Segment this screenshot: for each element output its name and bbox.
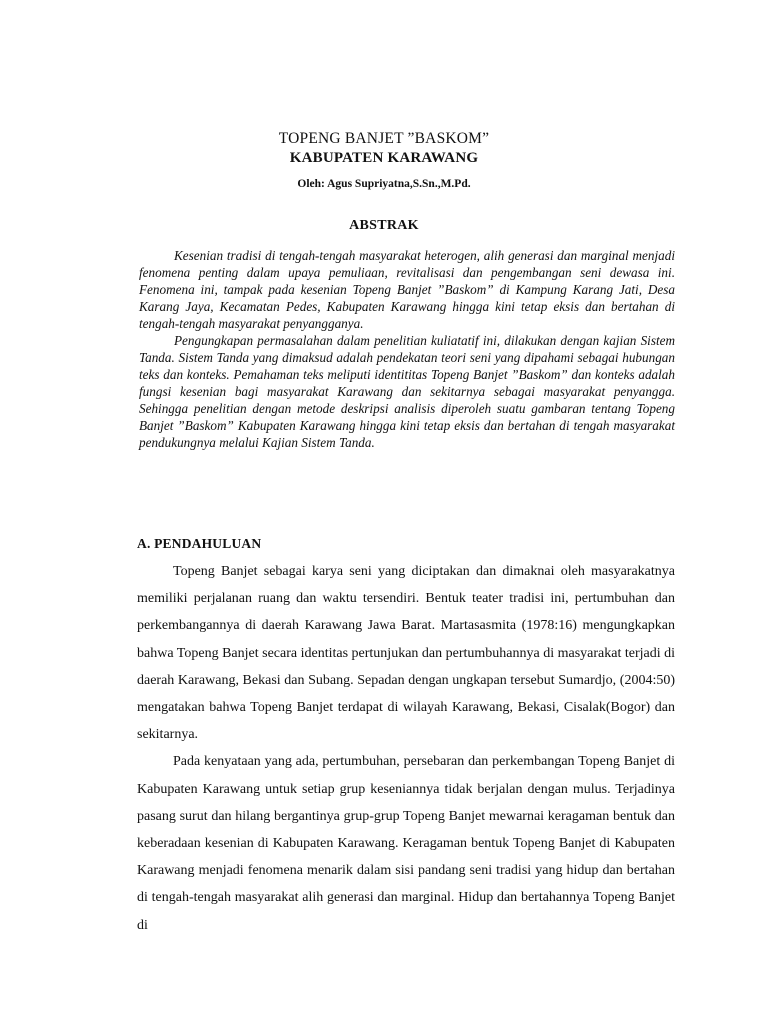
section-heading: A. PENDAHULUAN xyxy=(137,536,262,551)
body-paragraph: Pada kenyataan yang ada, pertumbuhan, persebaran dan perkembangan Topeng Banjet di Kabupaten Karawang untuk setiap grup keseniannya tidak berjalan dengan mulus. Terjadinya pasang surut dan hilang bergantinya grup-grup Topeng Banjet mewarnai keragaman bentuk dan keberadaan kesenian di Kabupaten Karawang. Keragaman bentuk Topeng Banjet di Kabupaten Karawang menjadi fenomena menarik dalam sisi pandang seni tradisi yang hidup dan bertahan di tengah-tengah masyarakat alih generasi dan marginal. Hidup dan bertahannya Topeng Banjet di xyxy=(137,754,675,933)
author-line: Oleh: Agus Supriyatna,S.Sn.,M.Pd. xyxy=(297,178,471,190)
abstract-heading: ABSTRAK xyxy=(349,218,419,233)
abstract-paragraph: Pengungkapan permasalahan dalam penelitian kuliatatif ini, dilakukan dengan kajian Sistem Tanda. Sistem Tanda yang dimaksud adalah pendekatan teori seni yang dipahami sebagai hubungan teks dan konteks. Pemahaman teks meliputi identititas Topeng Banjet ”Baskom” dan konteks adalah fungsi kesenian bagi masyarakat Karawang dan sekitarnya sebagai masyarakat penyangga. Sehingga penelitian dengan metode deskripsi analisis diperoleh suatu gambaran tentang Topeng Banjet ”Baskom” Kabupaten Karawang hingga kini tetap eksis dan bertahan di tengah masyarakat pendukungnya melalui Kajian Sistem Tanda. xyxy=(139,333,675,450)
abstract-paragraph: Kesenian tradisi di tengah-tengah masyarakat heterogen, alih generasi dan marginal menjadi fenomena penting dalam upaya pemuliaan, revitalisasi dan pengembangan seni dewasa ini. Fenomena ini, tampak pada kesenian Topeng Banjet ”Baskom” di Kampung Karang Jati, Desa Karang Jaya, Kecamatan Pedes, Kabupaten Karawang hingga kini tetap eksis dan bertahan di tengah-tengah masyarakat penyangganya. xyxy=(139,248,675,331)
abstract-block xyxy=(139,247,675,451)
body-paragraph: Topeng Banjet sebagai karya seni yang diciptakan dan dimaknai oleh masyarakatnya memiliki perjalanan ruang dan waktu tersendiri. Bentuk teater tradisi ini, pertumbuhan dan perkembangannya di daerah Karawang Jawa Barat. Martasasmita (1978:16) mengungkapkan bahwa Topeng Banjet secara identitas pertunjukan dan pertumbuhannya di masyarakat terjadi di daerah Karawang, Bekasi dan Subang. Sepadan dengan ungkapan tersebut Sumardjo, (2004:50) mengatakan bahwa Topeng Banjet terdapat di wilayah Karawang, Bekasi, Cisalak(Bogor) dan sekitarnya. xyxy=(137,564,675,743)
body-text-block xyxy=(137,558,675,939)
title-line-2: KABUPATEN KARAWANG xyxy=(289,150,479,166)
title-line-1: TOPENG BANJET ”BASKOM” xyxy=(278,130,490,147)
